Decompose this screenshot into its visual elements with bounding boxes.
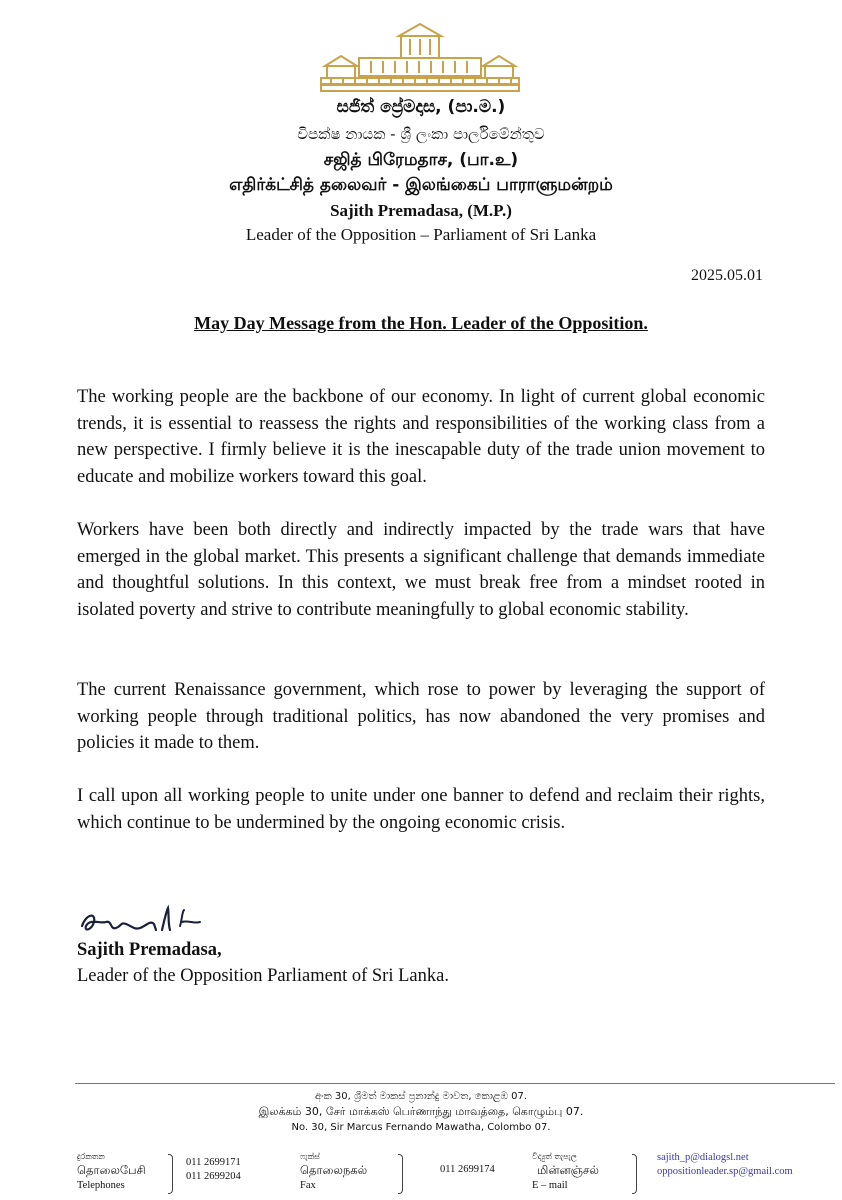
body-paragraph: The current Renaissance government, which rose to power by leveraging the support of working people through traditional politics, has now abandoned the very promises and policies it made to them. <box>77 680 765 754</box>
english-name: Sajith Premadasa, (M.P.) <box>330 201 512 220</box>
letter-title: May Day Message from the Hon. Leader of the Opposition. <box>194 313 648 333</box>
address-tamil: இலக்கம் 30, சேர் மாக்கஸ் பெர்ணாந்து மாவத்தை, கொழும்பு 07. <box>258 1105 584 1118</box>
bracket <box>168 1154 173 1194</box>
handwritten-signature <box>76 900 236 945</box>
telephone-label-sinhala: දුරකතන <box>77 1152 105 1161</box>
footer-divider <box>75 1083 835 1084</box>
fax-number: 011 2699174 <box>440 1164 495 1175</box>
signatory-role: Leader of the Opposition Parliament of Sri Lanka. <box>77 966 449 986</box>
bracket <box>632 1154 637 1194</box>
telephone-label-english: Telephones <box>77 1180 125 1191</box>
email-label-tamil: மின்னஞ்சல் <box>537 1163 599 1177</box>
fax-label-english: Fax <box>300 1180 316 1191</box>
body-paragraph: The working people are the backbone of our economy. In light of current global economic trends, it is essential to reassess the rights and responsibilities of the working class from a new perspective. I firmly believe it is the inescapable duty of the trade union movement to educate and mobilize workers toward this goal. <box>77 387 765 487</box>
sinhala-role: විපක්ෂ නායක - ශ්‍රී ලංකා පාර්ලිමේන්තුව <box>297 125 545 143</box>
sinhala-name: සජිත් ප්‍රේමදාස, (පා.ම.) <box>336 97 506 117</box>
bracket <box>398 1154 403 1194</box>
body-paragraph: Workers have been both directly and indirectly impacted by the trade wars that have emerged in the global market. This presents a significant challenge that demands immediate and thoughtful solutions. In this context, we must break free from a mindset rooted in isolated poverty and strive to contribute meaningfully to global economic stability. <box>77 520 765 620</box>
address-english: No. 30, Sir Marcus Fernando Mawatha, Colombo 07. <box>291 1122 551 1133</box>
address-sinhala: අංක 30, ශ්‍රීමත් මාකස් ප්‍රනාන්දු මාවත, කොළඹ 07. <box>314 1091 528 1102</box>
telephone-label-tamil: தொலைபேசி <box>77 1163 146 1177</box>
letter-date: 2025.05.01 <box>691 267 763 284</box>
tamil-role: எதிர்க்ட்சித் தலைவர் - இலங்கைப் பாராளுமன்றம் <box>229 175 613 195</box>
signatory-name: Sajith Premadasa, <box>77 940 222 960</box>
english-role: Leader of the Opposition – Parliament of Sri Lanka <box>245 225 597 244</box>
body-paragraph: I call upon all working people to unite under one banner to defend and reclaim their rights, which continue to be undermined by the ongoing economic crisis. <box>77 786 765 833</box>
telephone-number: 011 2699204 <box>186 1171 241 1182</box>
fax-label-tamil: தொலைநகல் <box>300 1163 368 1177</box>
email-label-sinhala: විද්‍යුත් තැපැල <box>532 1152 577 1161</box>
telephone-number: 011 2699171 <box>186 1157 241 1168</box>
parliament-crest-icon <box>319 22 521 94</box>
tamil-name: சஜித் பிரேமதாச, (பா.உ) <box>323 150 519 170</box>
fax-label-sinhala: ෆැක්ස් <box>300 1152 320 1161</box>
email-link[interactable]: sajith_p@dialogsl.net <box>657 1152 749 1163</box>
email-link[interactable]: oppositionleader.sp@gmail.com <box>657 1166 793 1177</box>
email-label-english: E – mail <box>532 1180 568 1191</box>
